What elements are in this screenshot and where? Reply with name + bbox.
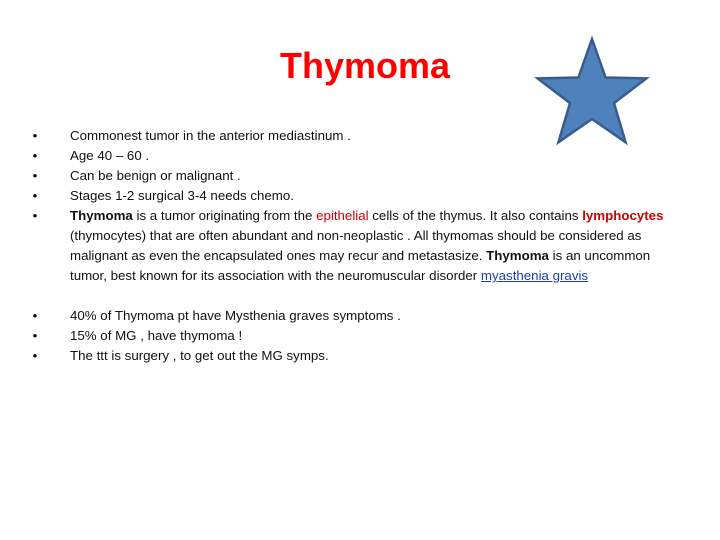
bullet-dot: • xyxy=(32,348,38,363)
term-lymphocytes: lymphocytes xyxy=(582,208,664,223)
bullet-text: Can be benign or malignant . xyxy=(70,168,241,183)
bullet-dot: • xyxy=(32,188,38,203)
text-run: is a tumor originating from the xyxy=(132,208,317,223)
bullet-dot: • xyxy=(32,128,38,143)
bullet-list xyxy=(30,126,690,366)
text-run: is an uncommon tumor, best known for its association with the neuromuscular disorder xyxy=(70,248,651,283)
bullet-item xyxy=(30,206,690,286)
bullet-text: Commonest tumor in the anterior mediastinum . xyxy=(70,128,351,143)
bullet-item xyxy=(30,146,690,166)
bullet-item xyxy=(30,346,690,366)
text-run: cells of the thymus. It also contains xyxy=(368,208,583,223)
slide-title: Thymoma xyxy=(279,45,451,86)
term-thymoma-2: Thymoma xyxy=(486,248,549,263)
bullet-item xyxy=(30,306,690,326)
bullet-text: Stages 1-2 surgical 3-4 needs chemo. xyxy=(70,188,294,203)
bullet-dot: • xyxy=(32,168,38,183)
bullet-item xyxy=(30,166,690,186)
bullet-text: The ttt is surgery , to get out the MG symps. xyxy=(70,348,329,363)
bullet-text: 40% of Thymoma pt have Mysthenia graves symptoms . xyxy=(70,308,401,323)
term-thymoma: Thymoma xyxy=(70,208,133,223)
bullet-text: 15% of MG , have thymoma ! xyxy=(70,328,243,343)
bullet-dot: • xyxy=(32,208,38,223)
bullet-text-thymoma-description xyxy=(70,208,663,283)
bullet-item xyxy=(30,186,690,206)
text-run: (thymocytes) that are often abundant and non-neoplastic . All thymomas should be considered as malignant as even the encapsulated ones may recur and metastasize. xyxy=(70,228,642,263)
link-myasthenia-gravis[interactable]: myasthenia gravis xyxy=(480,268,589,283)
bullet-spacer xyxy=(30,286,690,306)
term-epithelial: epithelial xyxy=(316,208,369,223)
bullet-item xyxy=(30,126,690,146)
bullet-text: Age 40 – 60 . xyxy=(70,148,150,163)
bullet-dot: • xyxy=(32,308,38,323)
bullet-dot: • xyxy=(32,148,38,163)
bullet-item xyxy=(30,326,690,346)
bullet-dot: • xyxy=(32,328,38,343)
